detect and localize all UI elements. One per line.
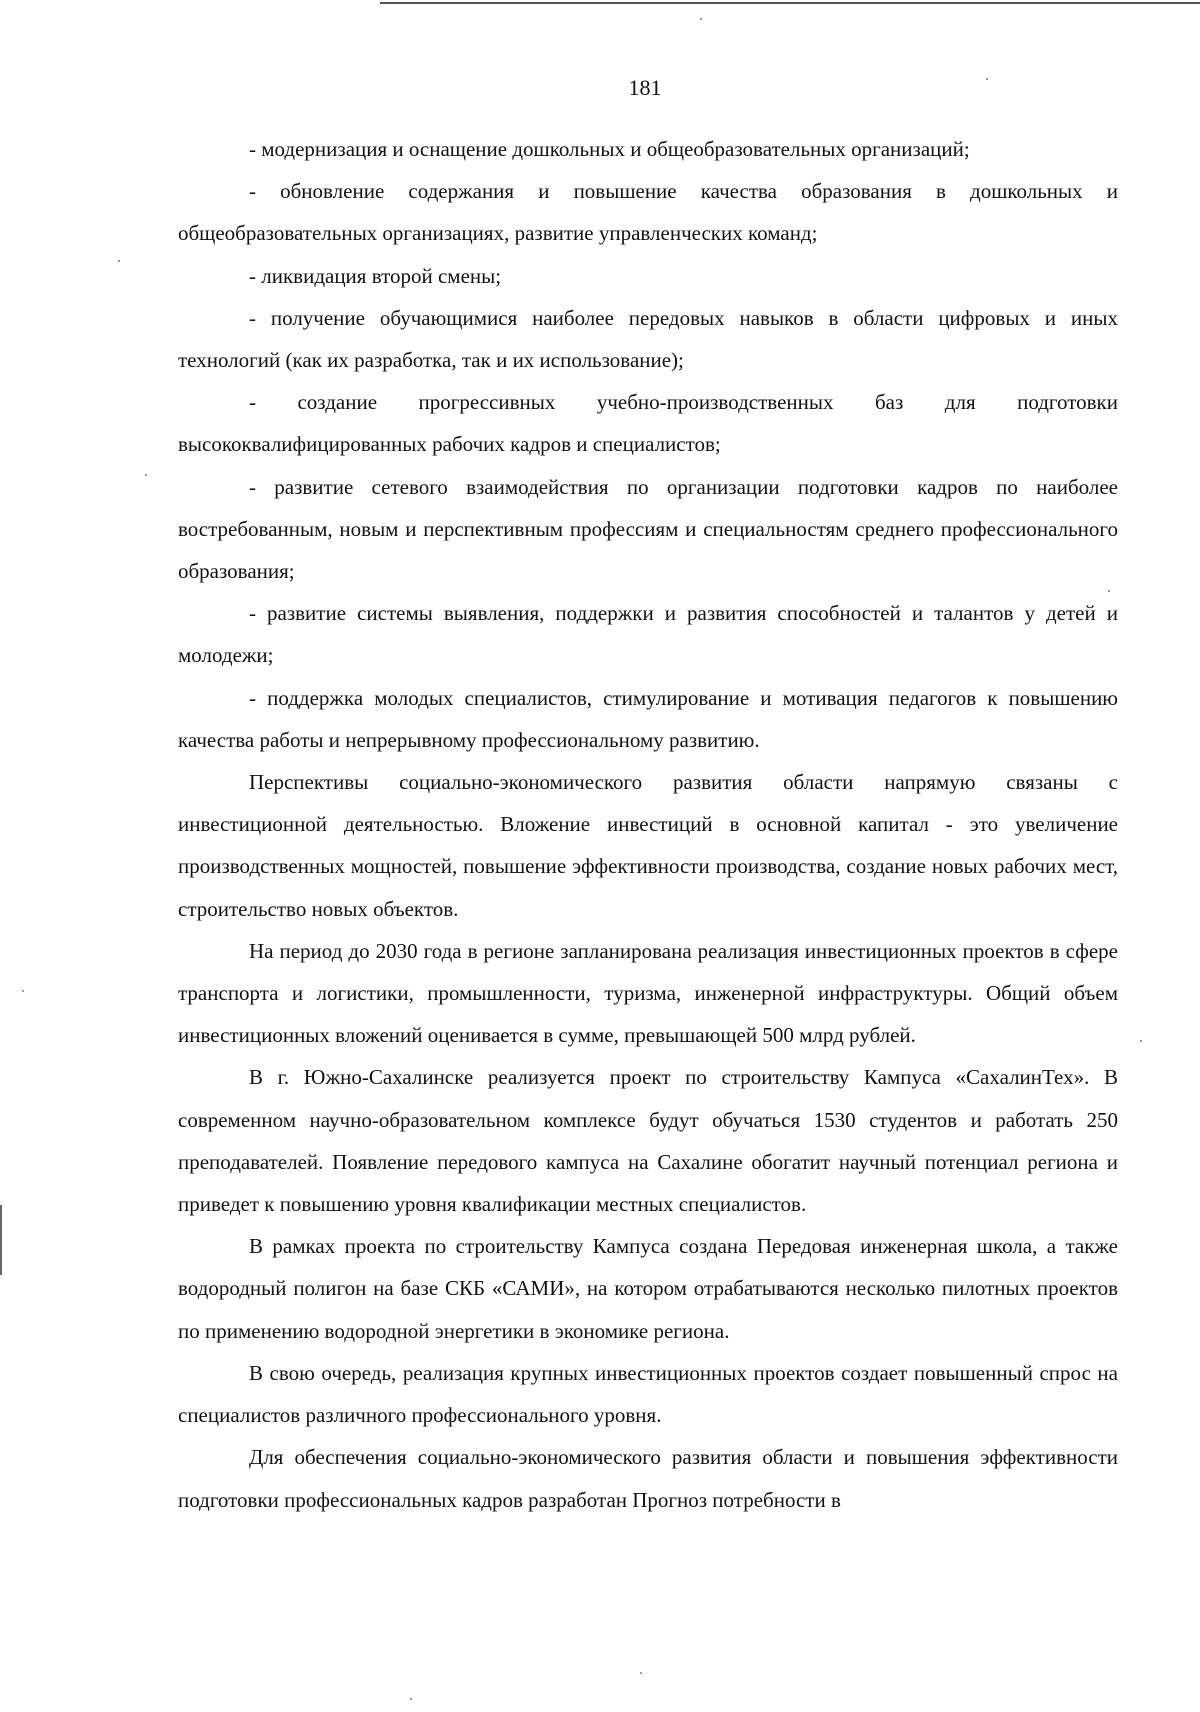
scan-speck: [410, 1698, 412, 1700]
paragraph-4: - получение обучающимися наиболее передовых навыков в области цифровых и иных технологий (как их разработка, так и их использование);: [178, 305, 1118, 373]
scan-speck: [700, 18, 702, 20]
paragraph-14: Для обеспечения социально-экономического развития области и повышения эффективности подготовки профессиональных кадров разработан Прогноз потребности в: [178, 1445, 1118, 1512]
paragraph-8: - поддержка молодых специалистов, стимулирование и мотивация педагогов к повышению качества работы и непрерывному профессиональному развитию.: [178, 685, 1118, 752]
paragraph-9: Перспективы социально-экономического развития области напрямую связаны с инвестиционной деятельностью. Вложение инвестиций в основной капитал - это увеличение производственных мощностей, повышение эффективности производства, создание новых рабочих мест, строительство новых объектов.: [178, 770, 1118, 921]
scan-speck: [145, 474, 147, 476]
document-body: [178, 128, 1118, 1521]
paragraph-12: В рамках проекта по строительству Кампуса создана Передовая инженерная школа, а также водородный полигон на базе СКБ «САМИ», на котором отрабатываются несколько пилотных проектов по применению водородной энергетики в экономике региона.: [178, 1234, 1118, 1343]
page-number: 181: [628, 75, 662, 100]
paragraph-6: - развитие сетевого взаимодействия по организации подготовки кадров по наиболее востребованным, новым и перспективным профессиям и специальностям среднего профессионального образования;: [178, 474, 1118, 584]
scan-speck: [986, 78, 988, 80]
scan-speck: [640, 1672, 642, 1674]
paragraph-1: - модернизация и оснащение дошкольных и общеобразовательных организаций;: [249, 137, 970, 161]
paragraph-5: - создание прогрессивных учебно-производственных баз для подготовки высококвалифицированных рабочих кадров и специалистов;: [178, 390, 1118, 457]
top-rule: [380, 2, 1200, 4]
paragraph-2: - обновление содержания и повышение качества образования в дошкольных и общеобразовательных организациях, развитие управленческих команд;: [178, 179, 1118, 246]
paragraph-13: В свою очередь, реализация крупных инвестиционных проектов создает повышенный спрос на специалистов различного профессионального уровня.: [178, 1360, 1118, 1428]
paragraph-10: На период до 2030 года в регионе запланирована реализация инвестиционных проектов в сфере транспорта и логистики, промышленности, туризма, инженерной инфраструктуры. Общий объем инвестиционных вложений оценивается в сумме, превышающей 500 млрд рублей.: [178, 938, 1118, 1048]
scan-speck: [118, 260, 120, 262]
scan-edge-mark: [0, 1205, 2, 1275]
paragraph-7: - развитие системы выявления, поддержки и развития способностей и талантов у детей и молодежи;: [178, 601, 1118, 668]
scan-speck: [1108, 590, 1110, 592]
scan-speck: [22, 990, 24, 992]
paragraph-3: - ликвидация второй смены;: [249, 263, 502, 288]
paragraph-11: В г. Южно-Сахалинске реализуется проект по строительству Кампуса «СахалинТех». В современном научно-образовательном комплексе будут обучаться 1530 студентов и работать 250 преподавателей. Появление передового кампуса на Сахалине обогатит научный потенциал региона и приведет к повышению уровня квалификации местных специалистов.: [178, 1065, 1118, 1217]
scan-speck: [1140, 1040, 1142, 1042]
